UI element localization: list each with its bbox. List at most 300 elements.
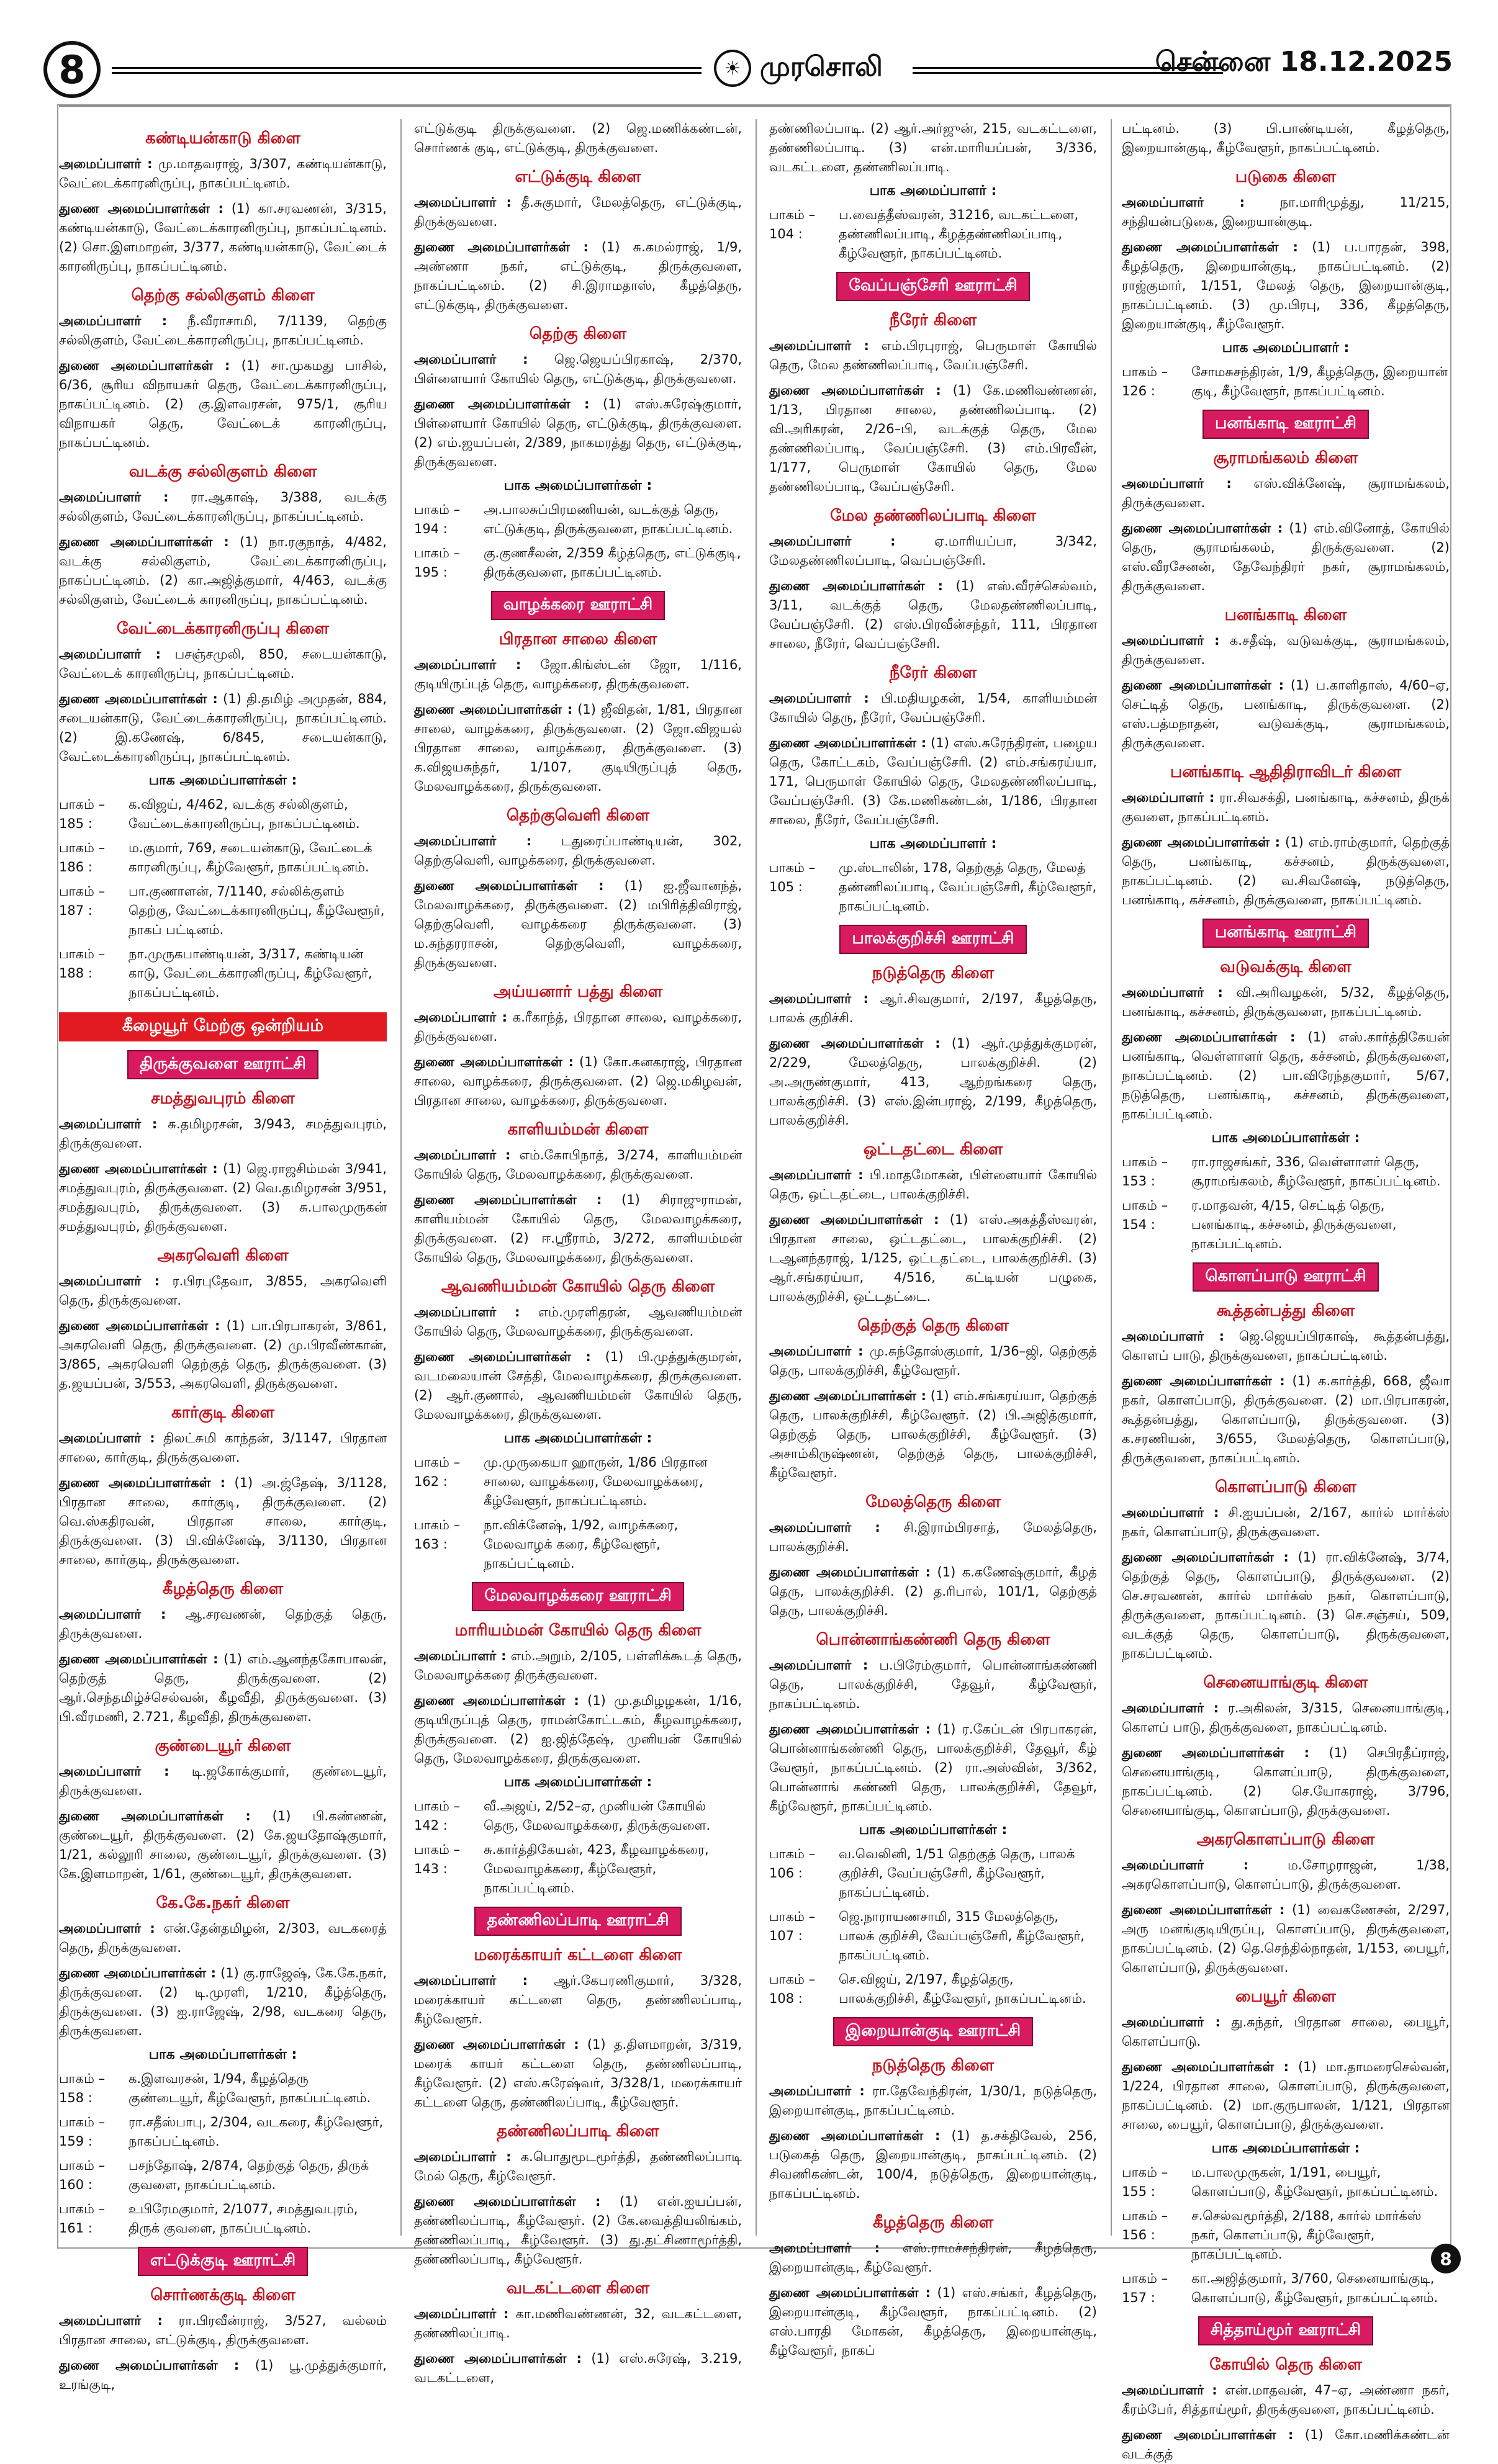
branch-heading: ஒட்டதட்டை கிளை <box>863 1140 1003 1159</box>
role-label: அமைப்பாளர் : <box>414 195 512 210</box>
entry-text: திலட்சுமி காந்தன், 3/1147, பிரதான சாலை, கார்குடி, திருக்குவளை. <box>59 1431 387 1465</box>
organiser-entry <box>59 1272 387 1310</box>
organiser-entry <box>769 2239 1097 2277</box>
entry-text: (1) ர.கேப்டன் பிரபாகரன், பொன்னாங்கண்ணி தெரு, பாலக்குறிச்சி, தேவூர், கீழ் வேளூர், நாகப்பட்டினம். (2) ரா.அஸ்வின், 3/362, பொன்னாங் கண்ணி தெரு, பாலக்குறிச்சி, தேவூர், கீழ்வேளூர், நாகப்பட்டினம். <box>769 1722 1097 1814</box>
ward-organiser: செ.விஜய், 2/197, கீழத்தெரு, பாலக்குறிச்சி, கீழ்வேளூர், நாகப்பட்டினம். <box>839 1972 1086 2006</box>
role-label: துணை அமைப்பாளர்கள் : <box>1122 1374 1285 1388</box>
role-label: அமைப்பாளர் : <box>1122 1858 1249 1873</box>
entry-text: து.சுந்தர், பிரதான சாலை, பையூர், கொளப்பாடு. <box>1122 2015 1450 2049</box>
entry-text: (1) சு.கமல்ராஜ், 1/9, அண்ணா நகர், எட்டுக்குடி, திருக்குவளை, நாகப்பட்டினம். (2) சி.இராமதாஸ், கீழத்தெரு, எட்டுக்குடி, திருக்குவளை. <box>414 240 742 312</box>
ward-organiser: ர.மாதவன், 4/15, செட்டித் தெரு, பனங்காடி, கச்சனம், திருக்குவளை, நாகப்பட்டினம். <box>1191 1198 1397 1251</box>
entry-text: க.சதீஷ், வடுவக்குடி, சூராமங்கலம், திருக்குவளை. <box>1122 633 1450 667</box>
organiser-entry <box>414 119 742 158</box>
organiser-entry <box>59 199 387 276</box>
role-label: அமைப்பாளர் : <box>59 1607 166 1622</box>
branch-heading: நீரேர் கிளை <box>889 663 977 682</box>
newspaper-name: முரசொலி <box>760 50 883 83</box>
organiser-entry <box>769 734 1097 830</box>
organiser-entry <box>1122 2057 1450 2134</box>
entry-text: (1) எஸ்.வீரச்செல்வம், 3/11, வடக்குத் தெரு, மேலதண்ணிலப்பாடி, வேப்பஞ்சேரி. (2) எஸ்.பிரவீன்சந்தர், 111, பிரதான சாலை, நீரேர், வெப்பஞ்சேரி. <box>769 578 1097 651</box>
ward-organisers-heading: பாக அமைப்பாளர்கள் : <box>1211 2141 1360 2156</box>
branch-heading: தண்ணிலப்பாடி கிளை <box>497 2122 659 2141</box>
branch-heading: அகரவெளி கிளை <box>157 1246 289 1265</box>
ward-number: பாகம் – 107 : <box>769 1909 816 1943</box>
role-label: துணை அமைப்பாளர்கள் : <box>59 1809 251 1823</box>
entry-text: (1) பி.முத்துக்குமரன், வடமலையான் சேத்தி, மேலவாழக்கரை, திருக்குவளை. (2) ஆர்.குணால், ஆவணியம்மன் கோயில் தெரு, மேலவாழக்கரை, திருக்குவளை. <box>414 1349 742 1422</box>
organiser-entry <box>1122 676 1450 753</box>
entry-text: ஜெ.ஜெயப்பிரகாஷ், கூத்தன்பத்து, கொளப் பாடு, திருக்குவளை, நாகப்பட்டினம். <box>1122 1329 1450 1363</box>
branch-heading: தெற்குவெளி கிளை <box>506 806 650 825</box>
organiser-entry <box>1122 1743 1450 1820</box>
organiser-entry <box>769 989 1097 1028</box>
organiser-entry <box>769 119 1097 177</box>
ward-number: பாகம் – 159 : <box>59 2115 106 2149</box>
organiser-entry <box>414 193 742 232</box>
entry-text: மு.சுந்தோஸ்குமார், 1/36–ஜி, தெற்குத் தெரு, பாலக்குறிச்சி, கீழ்வேளூர். <box>769 1344 1097 1378</box>
entry-text: கா.மணிவண்ணன், 32, வடகட்டளை, தண்ணிலப்பாடி. <box>414 2306 742 2340</box>
role-label: துணை அமைப்பாளர்கள் : <box>769 1722 931 1737</box>
organiser-entry <box>1122 1856 1450 1894</box>
role-label: துணை அமைப்பாளர்கள் : <box>1122 835 1281 850</box>
entry-text: எஸ்.ராமச்சந்திரன், கீழத்தெரு, இறையான்குடி, கீழ்வேளூர். <box>769 2241 1097 2275</box>
ward-number: பாகம் – 187 : <box>59 884 106 918</box>
role-label: அமைப்பாளர் : <box>1122 2383 1217 2398</box>
entry-text: வி.அரிவழகன், 5/32, கீழத்தெரு, பனங்காடி, கச்சனம், திருக்குவளை, நாகப்பட்டினம். <box>1122 985 1450 1019</box>
entry-text: (1) எஸ்.சுரேந்திரன், பழைய தெரு, கோட்டகம், வேப்பஞ்சேரி. (2) எம்.சங்கரய்யா, 171, பெருமாள் கோயில் தெரு, மேலதண்ணிலப்பாடி, வேப்பஞ்சேரி. (3) கே.மணிகண்டன், 1/186, பிரதான சாலை, நீரேர், வேப்பஞ்சேரி. <box>769 735 1097 827</box>
organiser-entry <box>1122 1900 1450 1977</box>
organiser-entry <box>414 2147 742 2186</box>
role-label: துணை அமைப்பாளர்கள் : <box>59 358 230 373</box>
entry-text: (1) தி.தமிழ் அமுதன், 884, சடையன்காடு, வேட்டைக்காரனிருப்பு, நாகப்பட்டினம். (2) இ.கணேஷ், 6/845, சடையன்காடு, வேட்டைக்காரனிருப்பு, நாகப்பட்டினம். <box>59 691 387 764</box>
organiser-entry <box>1122 519 1450 596</box>
entry-text: நா.மாரிமுத்து, 11/215, சந்தியன்படுகை, இறையான்குடி. <box>1122 195 1450 229</box>
role-label: அமைப்பாளர் : <box>1122 476 1232 491</box>
entry-text: ஆர்.கேபரணிகுமார், 3/328, மரைக்காயர் கட்டளை தெரு, தண்ணிலப்பாடி, கீழ்வேளூர். <box>414 1973 742 2026</box>
organiser-entry <box>769 1563 1097 1621</box>
role-label: அமைப்பாளர் : <box>414 2149 512 2164</box>
entry-text: எஸ்.விக்னேஷ், சூராமங்கலம், திருக்குவளை. <box>1122 476 1450 510</box>
organiser-entry <box>1122 2381 1450 2419</box>
entry-text: (1) எஸ்.சங்கர், கீழத்தெரு, இறையான்குடி, கீழ்வேளூர், நாகப்பட்டினம். (2) எஸ்.பாரதி மோகன், கீழத்தெரு, இறையான்குடி, கீழ்வேளூர், நாகப் <box>769 2285 1097 2358</box>
organiser-entry <box>414 1971 742 2029</box>
entry-text: (1) எஸ்.அகத்தீஸ்வரன், பிரதான சாலை, ஒட்டதட்டை, பாலக்குறிச்சி. (2) டஆனந்தராஜ், 1/125, ஒட்டதட்டை, பாலக்குறிச்சி. (3) ஆர்.சங்கரய்யா, 4/516, கட்டியன் பழுகை, பாலக்குறிச்சி, ஒட்டதட்டை. <box>769 1212 1097 1304</box>
role-label: அமைப்பாளர் : <box>1122 985 1223 1000</box>
organiser-entry <box>414 876 742 973</box>
role-label: துணை அமைப்பாளர்கள் : <box>769 2285 931 2300</box>
entry-text: க.ரீகாந்த், பிரதான சாலை, வாழக்கரை, திருக்குவளை. <box>414 1010 742 1044</box>
role-label: அமைப்பாளர் : <box>769 1658 869 1673</box>
branch-heading: குண்டையூர் கிளை <box>155 1737 291 1755</box>
column-divider <box>1111 119 1112 2236</box>
branch-heading: காளியம்மன் கிளை <box>507 1120 649 1139</box>
ward-organiser: உபிரேமகுமார், 2/1077, சமத்துவபுரம், திருக் குவளை, நாகப்பட்டினம். <box>129 2201 358 2236</box>
organiser-entry <box>1122 1327 1450 1365</box>
role-label: துணை அமைப்பாளர்கள் : <box>1122 1550 1289 1565</box>
role-label: துணை அமைப்பாளர்கள் : <box>1122 678 1284 693</box>
organiser-entry <box>1122 474 1450 513</box>
role-label: அமைப்பாளர் : <box>59 1274 160 1288</box>
branch-heading: கொளப்பாடு கிளை <box>1215 1478 1356 1496</box>
organiser-entry <box>59 155 387 193</box>
branch-heading: தெற்குத் தெரு கிளை <box>857 1316 1009 1335</box>
ward-entry <box>414 1840 742 1898</box>
role-label: துணை அமைப்பாளர்கள் : <box>414 240 589 254</box>
ward-entry <box>59 2113 387 2151</box>
entry-text: (1) க.கணேஷ்குமார், கீழத் தெரு, பாலக்குறிச்சி. (2) த.ரிபால், 101/1, தெற்குத் தெரு, பாலக்குறிச்சி. <box>769 1565 1097 1618</box>
organiser-entry <box>414 1008 742 1046</box>
entry-text: பசஞ்சமுலி, 850, சடையன்காடு, வேட்டைக் காரனிருப்பு, நாகப்பட்டினம். <box>59 647 387 681</box>
entry-text: (1) கு.ராஜேஷ், கே.கே.நகர், திருக்குவளை. (2) டி.முரளி, 1/210, கீழ்த்தெரு, திருக்குவளை. (3) ஐ.ராஜேஷ், 2/98, வடகரை தெரு, திருக்குவளை. <box>59 1966 387 2038</box>
entry-text: (1) கா.சரவணன், 3/315, கண்டியன்காடு, வேட்டைக்காரனிருப்பு, நாகப்பட்டினம். (2) சொ.இளமாறன், 3/377, கண்டியன்காடு, வேட்டைக் காரனிருப்பு, நாகப்பட்டினம். <box>59 201 387 274</box>
column-4 <box>1122 119 1450 2462</box>
organiser-entry <box>59 645 387 683</box>
entry-text: ப.பிரேம்குமார், பொன்னாங்கண்ணி தெரு, பாலக்குறிச்சி, தேவூர், கீழ்வேளூர், நாகப்பட்டினம். <box>769 1658 1097 1711</box>
organiser-entry <box>59 1964 387 2041</box>
role-label: அமைப்பாளர் : <box>769 534 896 549</box>
organiser-entry <box>769 532 1097 570</box>
branch-heading: சூராமங்கலம் கிளை <box>1213 449 1358 467</box>
ward-number: பாகம் – 154 : <box>1122 1198 1168 1232</box>
ward-entry <box>1122 362 1450 401</box>
role-label: அமைப்பாளர் : <box>414 1648 507 1663</box>
organiser-entry <box>414 1303 742 1341</box>
role-label: துணை அமைப்பாளர்கள் : <box>1122 1030 1296 1045</box>
entry-text: எட்டுக்குடி திருக்குவளை. (2) ஜெ.மணிக்கண்டன், சொர்ணக் குடி, எட்டுக்குடி, திருக்குவளை. <box>414 121 742 155</box>
ward-organiser: சு.கார்த்திகேயன், 423, கீழவாழக்கரை, மேலவாழக்கரை, கீழ்வேளூர், நாகப்பட்டினம். <box>484 1842 709 1895</box>
branch-heading: பனங்காடி ஆதிதிராவிடர் கிளை <box>1170 763 1402 781</box>
footer-page-number: 8 <box>1431 2244 1461 2273</box>
entry-text: பி.மாதமோகன், பிள்ளையார் கோயில் தெரு, ஒட்டதட்டை, பாலக்குறிச்சி. <box>769 1167 1097 1202</box>
entry-text: (1) ப.காளிதாஸ், 4/60–ஏ, செட்டித் தெரு, பனங்காடி, திருக்குவளை. (2) எஸ்.பத்மநாதன், வடுவக்குடி, சூராமங்கலம், திருக்குவளை. <box>1122 678 1450 750</box>
organiser-entry <box>59 2356 387 2394</box>
entry-text: எம்.முரளிதரன், ஆவணியம்மன் கோயில் தெரு, மேலவாழக்கரை, திருக்குவளை. <box>414 1305 742 1339</box>
role-label: துணை அமைப்பாளர்கள் : <box>414 878 604 893</box>
organiser-entry <box>59 690 387 767</box>
role-label: துணை அமைப்பாளர்கள் : <box>414 702 573 717</box>
organiser-entry <box>1122 2426 1450 2464</box>
entry-text: க.பொதுமூடமூர்த்தி, தண்ணிலப்பாடி மேல் தெரு, கீழ்வேளூர். <box>414 2149 742 2183</box>
organiser-entry <box>59 533 387 609</box>
role-label: துணை அமைப்பாளர்கள் : <box>414 2037 579 2052</box>
panchayat-heading: கொளப்பாடு ஊராட்சி <box>1193 1262 1378 1292</box>
organiser-entry <box>769 1518 1097 1557</box>
branch-heading: மேலத்தெரு கிளை <box>865 1493 1001 1511</box>
ward-entry <box>769 1970 1097 2008</box>
role-label: துணை அமைப்பாளர்கள் : <box>59 691 218 706</box>
ward-entry <box>769 858 1097 916</box>
role-label: துணை அமைப்பாளர்கள் : <box>414 1054 574 1069</box>
organiser-entry <box>414 655 742 694</box>
ward-organiser: ம.குமார், 769, சடையன்காடு, வேட்டைக் காரனிருப்பு, கீழ்வேளூர், நாகப்பட்டினம். <box>129 840 372 875</box>
ward-organisers-heading: பாக அமைப்பாளர் : <box>1222 340 1350 356</box>
organiser-entry <box>1122 1699 1450 1737</box>
ward-entry <box>59 882 387 940</box>
organiser-entry <box>1122 238 1450 334</box>
ward-entry <box>1122 1153 1450 1191</box>
branch-heading: மாரியம்மன் கோயில் தெரு கிளை <box>454 1621 702 1640</box>
ward-organisers-heading: பாக அமைப்பாளர்கள் : <box>859 1822 1008 1838</box>
organiser-entry <box>769 2082 1097 2120</box>
branch-heading: அகரகொளப்பாடு கிளை <box>1196 1830 1375 1849</box>
role-label: அமைப்பாளர் : <box>59 1431 155 1446</box>
role-label: அமைப்பாளர் : <box>59 156 153 171</box>
ward-number: பாகம் – 153 : <box>1122 1154 1168 1189</box>
role-label: துணை அமைப்பாளர்கள் : <box>59 1161 218 1176</box>
role-label: அமைப்பாளர் : <box>414 657 521 672</box>
organiser-entry <box>414 1347 742 1424</box>
entry-text: ரா.பிரவீன்ராஜ், 3/527, வல்லம் பிரதான சாலை, எட்டுக்குடி, திருக்குவளை. <box>59 2313 387 2347</box>
ward-entry <box>769 1907 1097 1965</box>
role-label: அமைப்பாளர் : <box>769 691 869 706</box>
ward-entry <box>1122 2163 1450 2201</box>
ward-organiser: வ.வெலினி, 1/51 தெற்குத் தெரு, பாலக் குறிச்சி, வேப்பஞ்சேரி, கீழ்வேளூர், நாகப்பட்டினம். <box>839 1846 1075 1900</box>
organiser-entry <box>59 1807 387 1884</box>
entry-text: (1) எஸ்.சுரேஷ்குமார், பிள்ளையார் கோயில் தெரு, எட்டுக்குடி, திருக்குவளை. (2) எம்.ஜயப்பன், 2/389, நாகமரத்து தெரு, எட்டுக்குடி, திருக்குவளை. <box>414 397 742 469</box>
entry-text: டி.ஜகோக்குமார், குண்டையூர், திருக்குவளை. <box>59 1764 387 1798</box>
branch-heading: செனையாங்குடி கிளை <box>1203 1673 1368 1692</box>
ward-entry <box>414 1516 742 1573</box>
ward-number: பாகம் – 160 : <box>59 2158 106 2192</box>
ward-organiser: ரா.சதீஸ்பாபு, 2/304, வடகரை, கீழ்வேளூர், நாகப்பட்டினம். <box>129 2115 384 2149</box>
role-label: துணை அமைப்பாளர்கள் : <box>59 1652 219 1666</box>
role-label: துணை அமைப்பாளர்கள் : <box>769 1212 939 1227</box>
ward-number: பாகம் – 188 : <box>59 946 106 981</box>
ward-organisers-heading: பாக அமைப்பாளர்கள் : <box>503 1431 652 1446</box>
panchayat-heading: பாலக்குறிச்சி ஊராட்சி <box>839 925 1026 954</box>
organiser-entry <box>769 1166 1097 1204</box>
ward-organiser: கா.அஜித்குமார், 3/760, செனையாங்குடி, கொளப்பாடு, கீழ்வேளூர், நாகப்பட்டினம். <box>1191 2271 1438 2305</box>
panchayat-heading: வேப்பஞ்சேரி ஊராட்சி <box>836 272 1029 301</box>
ward-number: பாகம் – 105 : <box>769 860 816 894</box>
organiser-entry <box>414 2192 742 2269</box>
ward-organisers-heading: பாக அமைப்பாளர்கள் : <box>148 2047 297 2062</box>
panchayat-heading: பனங்காடி ஊராட்சி <box>1202 919 1369 948</box>
organiser-entry <box>59 1762 387 1801</box>
role-label: துணை அமைப்பாளர்கள் : <box>59 534 229 549</box>
branch-heading: கார்குடி கிளை <box>171 1403 274 1422</box>
ward-number: பாகம் – 126 : <box>1122 364 1168 398</box>
ward-entry <box>1122 1196 1450 1254</box>
ward-organiser: அ.பாலசுப்பிரமணியன், வடக்குத் தெரு, எட்டுக்குடி, திருக்குவளை, நாகப்பட்டினம். <box>484 502 733 536</box>
ward-organiser: மு.முருகையா ஹாருன், 1/86 பிரதான சாலை, வாழக்கரை, மேலவாழக்கரை, கீழ்வேளூர், நாகப்பட்டினம். <box>484 1455 708 1508</box>
branch-heading: நடுத்தெரு கிளை <box>872 964 995 982</box>
ward-entry <box>414 1453 742 1511</box>
entry-text: (1) கோ.கனகராஜ், பிரதான சாலை, வாழக்கரை, திருக்குவளை. (2) ஜெ.மகிழவன், பிரதான சாலை, வாழக்கரை, திருக்குவளை. <box>414 1054 742 1108</box>
column-divider <box>400 119 402 2236</box>
branch-heading: கூத்தன்பத்து கிளை <box>1216 1302 1355 1320</box>
entry-text: (1) மா.தாமரைசெல்வன், 1/224, பிரதான சாலை, கொளப்பாடு, திருக்குவளை, நாகப்பட்டினம். (2) மா.குருபாலன், 1/121, பிரதான சாலை, பையூர், கொளப்பாடு, திருக்குவளை. <box>1122 2059 1450 2132</box>
role-label: அமைப்பாளர் : <box>1122 1701 1219 1715</box>
ward-organiser: க.இளவரசன், 1/94, கீழத்தெரு குண்டையூர், கீழ்வேளூர், நாகப்பட்டினம். <box>129 2071 371 2105</box>
entry-text: சி.இராம்பிரசாத், மேலத்தெரு, பாலக்குறிச்சி. <box>769 1520 1097 1554</box>
organiser-entry <box>1122 119 1450 158</box>
organiser-entry <box>414 832 742 870</box>
organiser-entry <box>1122 1548 1450 1663</box>
entry-text: ஆ.சரவணன், தெற்குத் தெரு, திருக்குவளை. <box>59 1607 387 1641</box>
organiser-entry <box>414 2349 742 2388</box>
entry-text: ரா.சிவசக்தி, பனங்காடி, கச்சனம், திருக் குவளை, நாகப்பட்டினம். <box>1122 790 1450 824</box>
organiser-entry <box>769 1720 1097 1816</box>
branch-heading: பிரதான சாலை கிளை <box>499 630 657 649</box>
ward-number: பாகம் – 157 : <box>1122 2271 1168 2305</box>
organiser-entry <box>59 1115 387 1153</box>
organiser-entry <box>414 1053 742 1110</box>
role-label: அமைப்பாளர் : <box>769 1344 864 1359</box>
role-label: துணை அமைப்பாளர்கள் : <box>414 2351 582 2366</box>
entry-text: (1) சிராஜுராமன், காளியம்மன் கோயில் தெரு, மேலவாழக்கரை, திருக்குவளை. (2) ஈ.ஸ்ரீராம், 3/272, காளியம்மன் கோயில் தெரு, மேலவாழக்கரை, திருக்குவளை. <box>414 1192 742 1265</box>
role-label: துணை அமைப்பாளர்கள் : <box>769 1565 931 1580</box>
ward-organiser: வீ.அஜய், 2/52–ஏ, முனியன் கோயில் தெரு, மேலவாழக்கரை, திருக்குவளை. <box>484 1799 711 1833</box>
role-label: துணை அமைப்பாளர்கள் : <box>769 1388 926 1403</box>
role-label: துணை அமைப்பாளர்கள் : <box>1122 2059 1289 2074</box>
ward-organiser: பசந்தோஷ், 2/874, தெற்குத் தெரு, திருக் குவளை, நாகப்பட்டினம். <box>129 2158 369 2192</box>
entry-text: ஆர்.சிவகுமார், 2/197, கீழத்தெரு, பாலக் குறிச்சி. <box>769 991 1097 1025</box>
organiser-entry <box>1122 1372 1450 1468</box>
panchayat-heading: மேலவாழக்கரை ஊராட்சி <box>472 1582 684 1611</box>
organiser-entry <box>769 2283 1097 2360</box>
organiser-entry <box>414 1691 742 1768</box>
entry-text: என்.தேன்தமிழன், 2/303, வடகரைத் தெரு, திருக்குவளை. <box>59 1921 387 1955</box>
entry-text: பட்டினம். (3) பி.பாண்டியன், கீழத்தெரு, இறையான்குடி, கீழ்வேளூர், நாகப்பட்டினம். <box>1122 121 1450 155</box>
entry-text: (1) பூ.முத்துக்குமார், உரங்குடி, <box>59 2358 387 2392</box>
ward-entry <box>59 839 387 877</box>
role-label: அமைப்பாளர் : <box>59 1117 158 1131</box>
branch-heading: பனங்காடி கிளை <box>1224 606 1347 624</box>
role-label: துணை அமைப்பாளர்கள் : <box>769 578 944 593</box>
role-label: அமைப்பாளர் : <box>414 1148 511 1162</box>
role-label: துணை அமைப்பாளர்கள் : <box>1122 1902 1285 1917</box>
role-label: துணை அமைப்பாளர்கள் : <box>414 397 590 411</box>
organiser-entry <box>1122 193 1450 232</box>
organiser-entry <box>59 1650 387 1727</box>
entry-text: என்.மாதவன், 47–ஏ, அண்ணா நகர், கீரம்பேர், சித்தாய்மூர், திருக்குவளை, நாகப்பட்டினம். <box>1122 2383 1450 2417</box>
ward-number: பாகம் – 156 : <box>1122 2208 1168 2242</box>
union-heading: கீழையூர் மேற்கு ஒன்றியம் <box>59 1012 387 1041</box>
ward-entry <box>59 2069 387 2108</box>
role-label: அமைப்பாளர் : <box>414 834 532 848</box>
branch-heading: நடுத்தெரு கிளை <box>872 2056 995 2075</box>
branch-heading: வடக்கு சல்லிகுளம் கிளை <box>129 462 317 481</box>
entry-text: (1) கோ.மணிக்கண்டன் வடக்குத் <box>1122 2427 1450 2462</box>
ward-organiser: சோமசுசந்திரன், 1/9, கீழத்தெரு, இறையான் குடி, கீழ்வேளூர், நாகப்பட்டினம். <box>1191 364 1448 398</box>
branch-heading: கீழத்தெரு கிளை <box>872 2213 994 2232</box>
entry-text: (1) எம்.வினோத், கோயில் தெரு, சூராமங்கலம், திருக்குவளை. (2) எஸ்.வீரசேனன், தேவேந்திரர் நகர், சூராமங்கலம், திருக்குவளை. <box>1122 521 1450 593</box>
role-label: அமைப்பாளர் : <box>769 2084 865 2098</box>
role-label: அமைப்பாளர் : <box>59 1921 155 1936</box>
panchayat-heading: திருக்குவளை ஊராட்சி <box>127 1050 318 1079</box>
role-label: துணை அமைப்பாளர்கள் : <box>59 2358 240 2373</box>
organiser-entry <box>414 1146 742 1184</box>
organiser-entry <box>1122 788 1450 827</box>
entry-text: (1) எம்.சங்கரய்யா, தெற்குத் தெரு, பாலக்குறிச்சி, கீழ்வேளூர். (2) பி.அஜித்குமார், தெற்குத் தெரு, பாலக்குறிச்சி, கீழ்வேளூர். (3) அசாம்கிருஷ்ணன், தெற்குத் தெரு, பாலக்குறிச்சி, கீழ்வேளூர். <box>769 1388 1097 1480</box>
entry-text: (1) ரா.விக்னேஷ், 3/74, தெற்குத் தெரு, கொளப்பாடு, திருக்குவளை. (2) செ.சரவணன், கார்ல் மார்க்ஸ் நகர், கொளப்பாடு, திருக்குவளை, நாகப்பட்டினம். (3) செ.சஞ்சய், 509, வடக்குத் தெரு, கொளப்பாடு, திருக்குவளை, நாகப்பட்டினம். <box>1122 1550 1450 1661</box>
ward-number: பாகம் – 185 : <box>59 797 106 831</box>
entry-text: எம்.கோபிநாத், 3/274, காளியம்மன் கோயில் தெரு, மேலவாழக்கரை, திருக்குவளை. <box>414 1148 742 1182</box>
column-2 <box>414 119 742 2385</box>
dateline: சென்னை 18.12.2025 <box>1155 46 1453 78</box>
organiser-entry <box>769 1342 1097 1380</box>
entry-text: (1) நா.ரகுநாத், 4/482, வடக்கு சல்லிகுளம், வேட்டைக்காரனிருப்பு, நாகப்பட்டினம். (2) கா.அஜித்குமார், 4/463, வடக்கு சல்லிகுளம், வேட்டைக் காரனிருப்பு, நாகப்பட்டினம். <box>59 534 387 607</box>
ward-organiser: க.விஜய், 4/462, வடக்கு சல்லிகுளம், வேட்டைக்காரனிருப்பு, நாகப்பட்டினம். <box>129 797 360 831</box>
entry-text: சு.தமிழரசன், 3/943, சமத்துவபுரம், திருக்குவளை. <box>59 1117 387 1151</box>
organiser-entry <box>414 700 742 796</box>
entry-text: (1) ஆர்.முத்துக்குமரன், 2/229, மேலத்தெரு, பாலக்குறிச்சி. (2) அ.அருண்குமார், 413, ஆற்றங்கரை தெரு, பாலக்குறிச்சி. (3) எஸ்.இன்பராஜ், 2/199, கீழத்தெரு, பாலக்குறிச்சி. <box>769 1036 1097 1128</box>
organiser-entry <box>1122 1028 1450 1124</box>
ward-organiser: பா.குணாளன், 7/1140, சல்லிக்குளம் தெற்கு, வேட்டைக்காரனிருப்பு, கீழ்வேளூர், நாகப் பட்டினம். <box>129 884 385 937</box>
organiser-entry <box>1122 1503 1450 1542</box>
ward-number: பாகம் – 155 : <box>1122 2165 1168 2199</box>
entry-text: (1) என்.ஐயப்பன், தண்ணிலப்பாடி, கீழ்வேளூர். (2) கே.வைத்தியலிங்கம், தண்ணிலப்பாடி, கீழ்வேளூர். (3) து.தட்சிணாமூர்த்தி, தண்ணிலப்பாடி, கீழ்வேளூர். <box>414 2194 742 2267</box>
entry-text: (1) வைகணேசன், 2/297, அரு மனங்குடியிருப்பு, கொளப்பாடு, திருக்குவளை, நாகப்பட்டினம். (2) தெ.செந்தில்நாதன், 1/153, பையூர், கொளப்பாடு, திருக்குவளை. <box>1122 1902 1450 1975</box>
ward-entry <box>414 1797 742 1835</box>
role-label: துணை அமைப்பாளர்கள் : <box>59 1475 226 1490</box>
role-label: துணை அமைப்பாளர்கள் : <box>414 2194 601 2209</box>
ward-entry <box>1122 2269 1450 2308</box>
entry-text: (1) ஜெ.ராஜசிம்மன் 3/941, சமத்துவபுரம், திருக்குவளை. (2) வெ.தமிழரசன் 3/951, சமத்துவபுரம், திருக்குவளை. (3) சு.பாலமுருகன் சமத்துவபுரம், திருக்குவளை. <box>59 1161 387 1234</box>
ward-entry <box>59 2200 387 2238</box>
role-label: அமைப்பாளர் : <box>1122 633 1220 648</box>
branch-heading: எட்டுக்குடி கிளை <box>515 168 641 186</box>
entry-text: (1) எம்.ஆனந்தகோபாலன், தெற்குத் தெரு, திருக்குவளை. (2) ஆர்.செந்தமிழ்ச்செல்வன், கீழவீதி, திருக்குவளை. (3) பி.வீரமணி, 2.721, கீழவீதி, திருக்குவளை. <box>59 1652 387 1724</box>
entry-text: (1) பா.பிரபாகரன், 3/861, அகரவெளி தெரு, திருக்குவளை. (2) மு.பிரவீண்கான், 3/865, அகரவெளி தெற்குத் தெரு, திருக்குவளை. (3) த.ஜயப்பன், 3/553, அகரவெளி, திருக்குவளை. <box>59 1318 387 1391</box>
organiser-entry <box>769 336 1097 375</box>
organiser-entry <box>769 2126 1097 2203</box>
role-label: அமைப்பாளர் : <box>414 1305 520 1320</box>
organiser-entry <box>1122 631 1450 670</box>
role-label: துணை அமைப்பாளர்கள் : <box>769 735 927 750</box>
ward-number: பாகம் – 104 : <box>769 207 816 241</box>
role-label: அமைப்பாளர் : <box>769 1167 864 1182</box>
role-label: அமைப்பாளர் : <box>59 490 169 505</box>
branch-heading: படுகை கிளை <box>1235 168 1337 186</box>
role-label: துணை அமைப்பாளர்கள் : <box>414 1349 591 1364</box>
role-label: அமைப்பாளர் : <box>59 647 161 662</box>
entry-text: சி.ஐயப்பன், 2/167, கார்ல் மார்க்ஸ் நகர், கொளப்பாடு, திருக்குவளை. <box>1122 1505 1450 1539</box>
ward-organiser: மு.ஸ்டாலின், 178, தெற்குத் தெரு, மேலத் தண்ணிலப்பாடி, வேப்பஞ்சேரி, கீழ்வேளூர், நாகப்பட்டினம். <box>839 860 1097 914</box>
ward-organiser: நா.விக்னேஷ், 1/92, வாழக்கரை, மேலவாழக் கரை, கீழ்வேளூர், நாகப்பட்டினம். <box>484 1518 679 1571</box>
branch-heading: மேல தண்ணிலப்பாடி கிளை <box>830 506 1036 525</box>
entry-text: (1) எம்.ராம்குமார், தெற்குத் தெரு, பனங்காடி, கச்சனம், திருக்குவளை, நாகப்பட்டினம். (2) வ.சிவனேஷ், நடுத்தெரு, பனங்காடி, கச்சனம், திருக்குவளை, நாகப்பட்டினம். <box>1122 835 1450 907</box>
header-rule-left <box>112 67 702 74</box>
entry-text: (1) ஐ.ஜீவானந்த், மேலவாழக்கரை, திருக்குவளை. (2) மபிரித்திவிராஜ், தெற்குவெளி, வாழக்கரை திருக்குவளை. (3) ம.சுந்தரராசன், தெற்குவெளி, வாழக்கரை, திருக்குவளை. <box>414 878 742 970</box>
entry-text: டதுரைப்பாண்டியன், 302, தெற்குவெளி, வாழக்கரை, திருக்குவளை. <box>414 834 742 868</box>
role-label: துணை அமைப்பாளர்கள் : <box>59 1318 220 1333</box>
ward-organisers-heading: பாக அமைப்பாளர்கள் : <box>148 773 297 788</box>
role-label: துணை அமைப்பாளர்கள் : <box>1122 240 1298 254</box>
branch-heading: வேட்டைக்காரனிருப்பு கிளை <box>117 619 329 638</box>
entry-text: (1) ப.பாரதன், 398, கீழத்தெரு, இறையான்குடி, நாகப்பட்டினம். (2) ராஜ்குமார், 1/151, மேலத் தெரு, இறையான்குடி, நாகப்பட்டினம். (3) மு.பிரபு, 336, கீழத்தெரு, இறையான்குடி, கீழ்வேளூர். <box>1122 240 1450 331</box>
ward-entry <box>59 795 387 834</box>
entry-text: (1) மு.தமிழழகன், 1/16, குடியிருப்புத் தெரு, ராமன்கோட்டகம், கீழவாழக்கரை, திருக்குவளை. (2) ஐ.ஜித்தேஷ், முனியன் கோயில் தெரு, மேலவாழக்கரை, திருக்குவளை. <box>414 1693 742 1766</box>
organiser-entry <box>59 1316 387 1393</box>
entry-text: (1) எஸ்.கார்த்திகேயன் பனங்காடி, வெள்ளாளர் தெரு, கச்சனம், திருக்குவளை, நாகப்பட்டினம். (2) பா.விரேந்தகுமார், 5/67, நடுத்தெரு, பனங்காடி, கச்சனம், திருக்குவளை, நாகப்பட்டினம். <box>1122 1030 1450 1122</box>
ward-organiser: ஜெ.நாராயணசாமி, 315 மேலத்தெரு, பாலக் குறிச்சி, வேப்பஞ்சேரி, கீழ்வேளூர், நாகப்பட்டினம். <box>839 1909 1085 1963</box>
organiser-entry <box>414 1190 742 1267</box>
entry-text: எம்.பிரபுராஜ், பெருமாள் கோயில் தெரு, மேல தண்ணிலப்பாடி, வேப்பஞ்சேரி. <box>769 338 1097 372</box>
ward-number: பாகம் – 163 : <box>414 1518 461 1552</box>
organiser-entry <box>769 1656 1097 1714</box>
entry-text: எம்.அறும், 2/105, பள்ளிக்கூடத் தெரு, மேலவாழக்கரை திருக்குவளை. <box>414 1648 742 1683</box>
ward-entry <box>414 500 742 539</box>
entry-text: (1) க.கார்த்தி, 668, ஜீவா நகர், கொளப்பாடு, திருக்குவளை. (2) மா.பிரபாகரன், கூத்தன்பத்து, கொளப்பாடு, திருக்குவளை. (3) க.சரணியன், 3/655, மேலத்தெரு, கொளப்பாடு, திருக்குவளை, நாகப்பட்டினம். <box>1122 1374 1450 1465</box>
branch-heading: தெற்கு கிளை <box>529 325 627 343</box>
role-label: அமைப்பாளர் : <box>414 2306 509 2321</box>
entry-text: ரா.ஆகாஷ், 3/388, வடக்கு சல்லிகுளம், வேட்டைக்காரனிருப்பு, நாகப்பட்டினம். <box>59 490 387 524</box>
role-label: அமைப்பாளர் : <box>59 2313 163 2328</box>
organiser-entry <box>59 356 387 452</box>
role-label: துணை அமைப்பாளர்கள் : <box>769 2128 941 2143</box>
column-divider <box>756 119 757 2236</box>
